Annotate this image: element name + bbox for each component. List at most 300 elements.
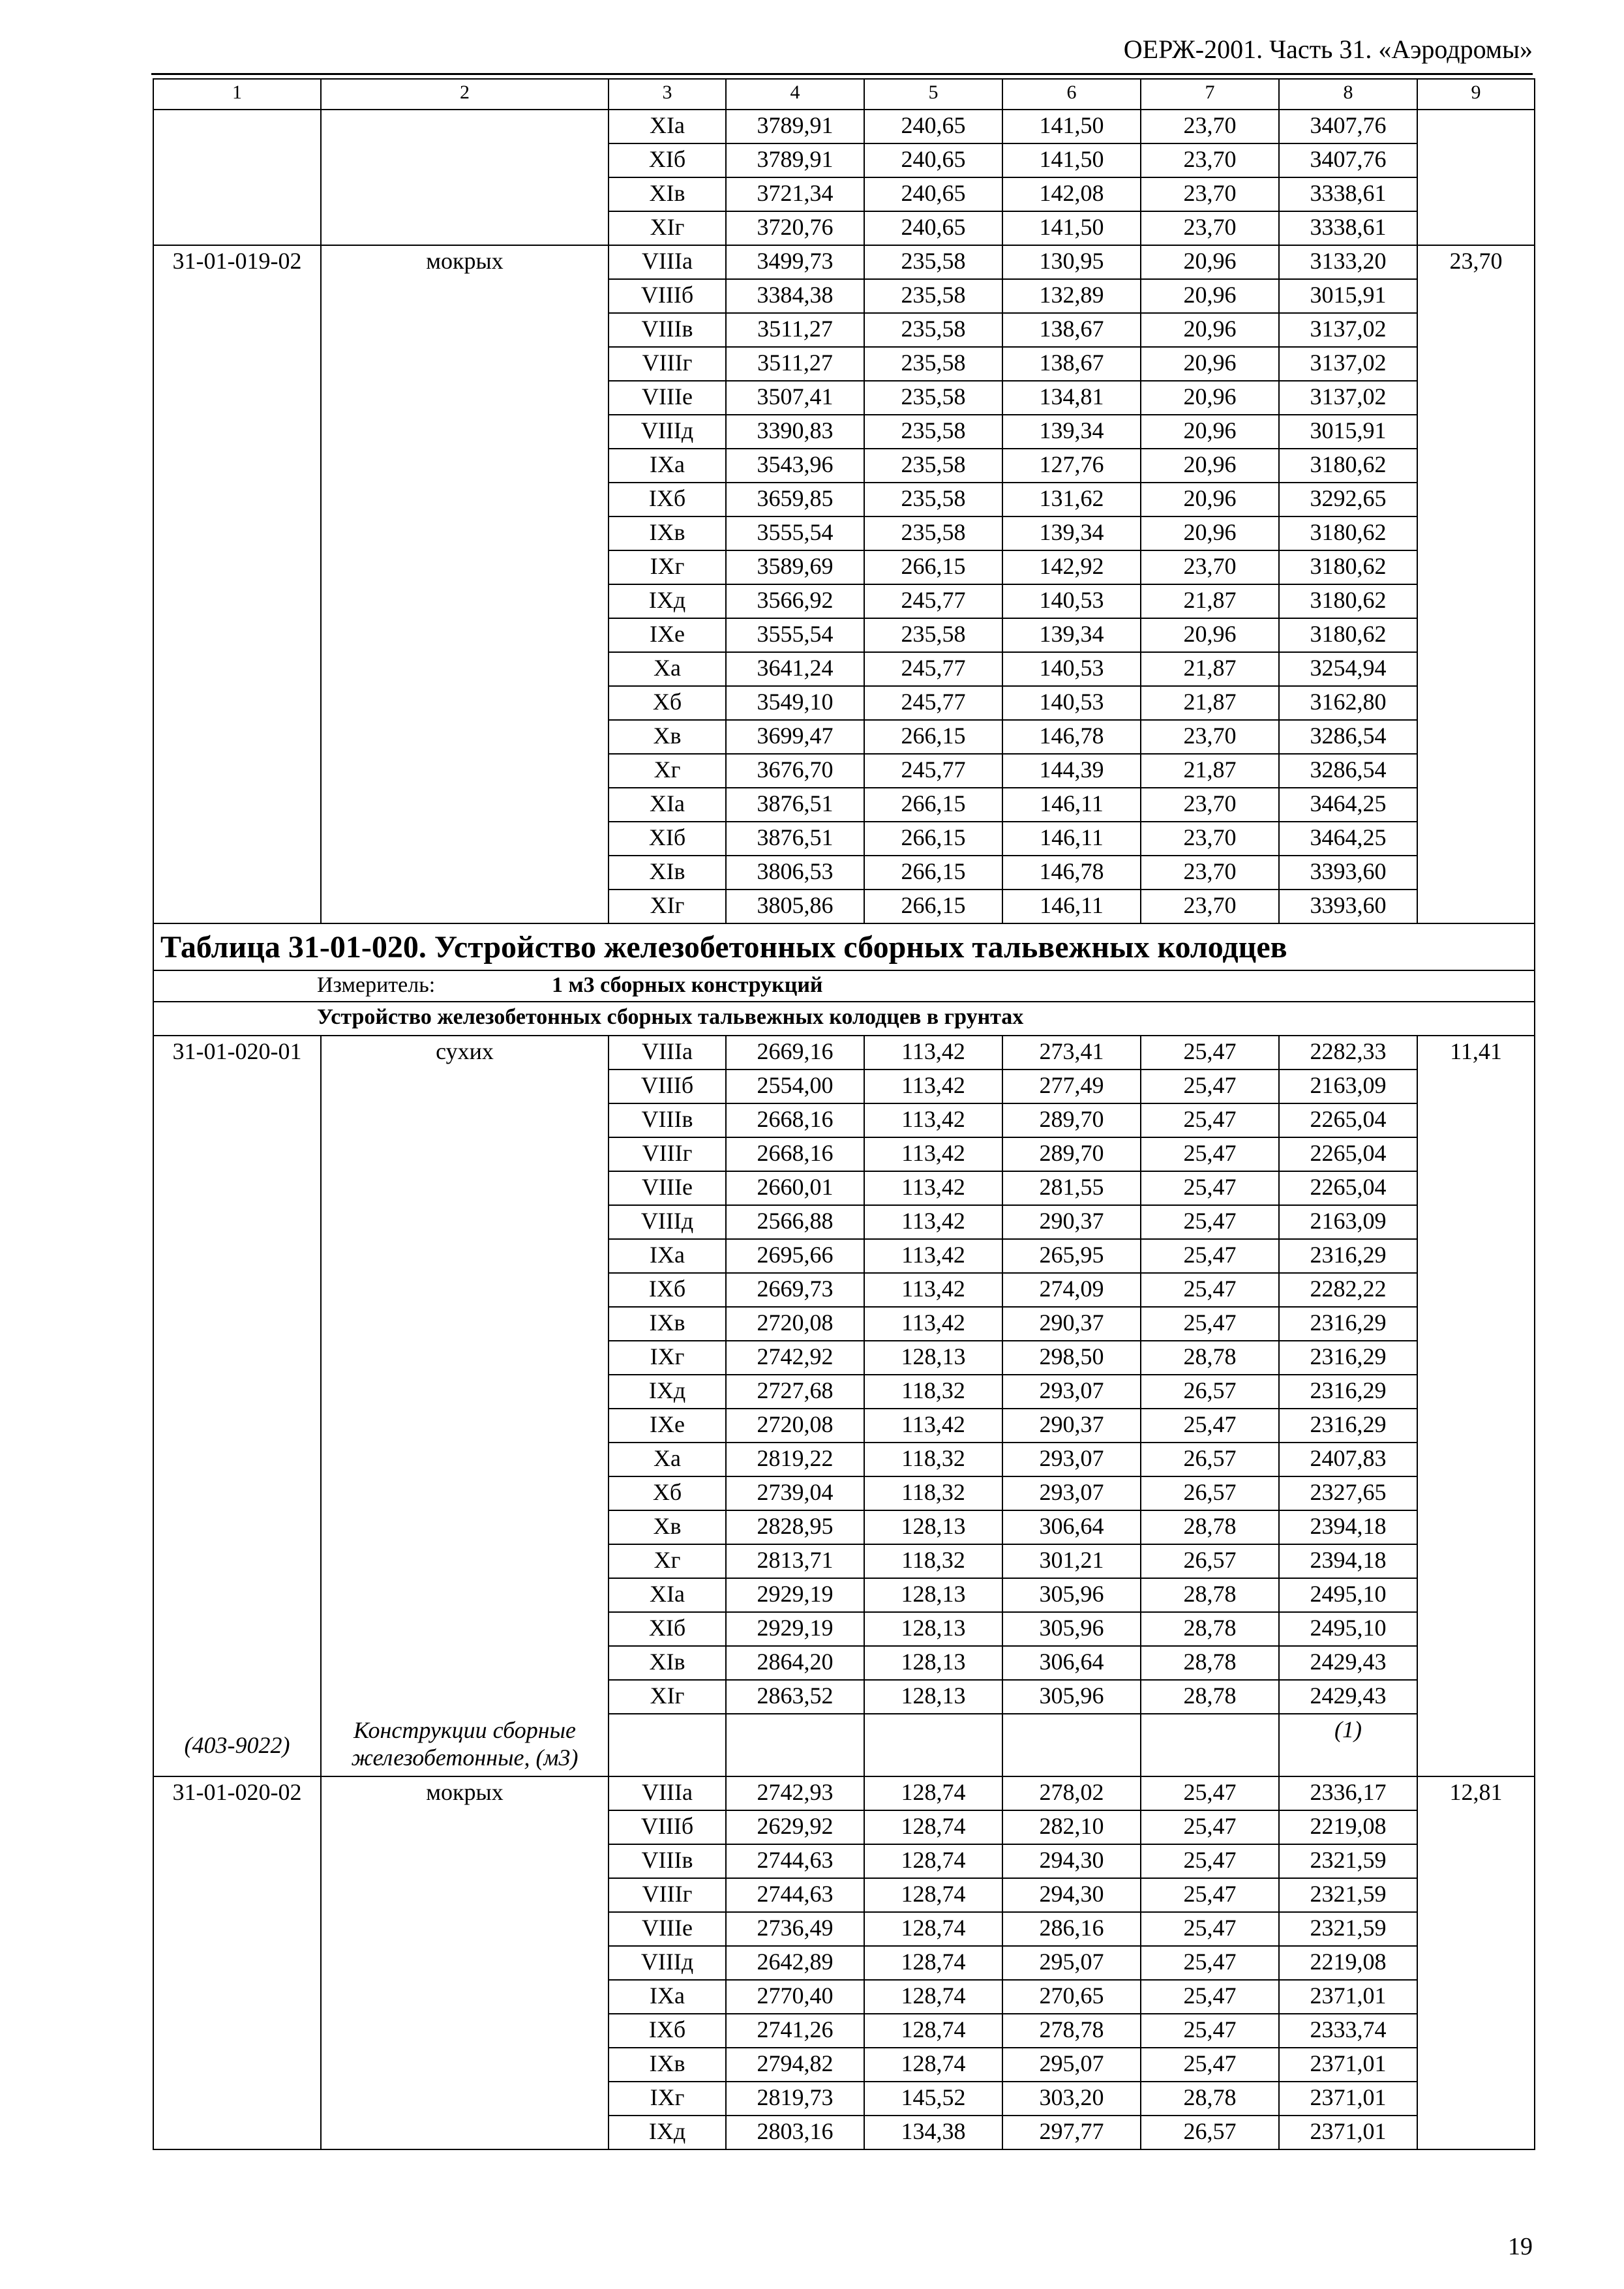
table-row <box>153 686 1535 720</box>
driver-wages-cell: 25,47 <box>1141 1171 1279 1205</box>
total-cost-cell: 2803,16 <box>726 2116 864 2149</box>
note-value: (1) <box>1279 1714 1417 1776</box>
wages-cell: 113,42 <box>864 1171 1002 1205</box>
labor-cost-cell <box>1417 449 1535 483</box>
subheading: Устройство железобетонных сборных тальвежных колодцев в грунтах <box>153 1002 1535 1036</box>
materials-cell: 2407,83 <box>1279 1443 1417 1476</box>
wages-cell: 113,42 <box>864 1036 1002 1070</box>
header-rule <box>151 73 1533 75</box>
materials-cell: 3180,62 <box>1279 618 1417 652</box>
wages-cell: 235,58 <box>864 279 1002 313</box>
table-row <box>153 890 1535 923</box>
machines-cell: 293,07 <box>1002 1443 1141 1476</box>
driver-wages-cell: 21,87 <box>1141 754 1279 788</box>
materials-cell: 3254,94 <box>1279 652 1417 686</box>
materials-cell: 2394,18 <box>1279 1544 1417 1578</box>
table-row <box>153 720 1535 754</box>
work-name <box>321 449 609 483</box>
labor-cost-cell <box>1417 143 1535 177</box>
materials-cell: 3015,91 <box>1279 279 1417 313</box>
soil-group-cell: VIIIб <box>609 279 726 313</box>
column-number-5: 5 <box>864 79 1002 110</box>
table-row <box>153 754 1535 788</box>
rate-code <box>153 822 321 856</box>
driver-wages-cell: 25,47 <box>1141 1239 1279 1273</box>
driver-wages-cell: 28,78 <box>1141 1612 1279 1646</box>
machines-cell: 146,11 <box>1002 822 1141 856</box>
work-name <box>321 279 609 313</box>
soil-group-cell: IXе <box>609 618 726 652</box>
labor-cost-cell <box>1417 1273 1535 1307</box>
work-name <box>321 211 609 245</box>
driver-wages-cell: 23,70 <box>1141 788 1279 822</box>
rate-code <box>153 516 321 550</box>
materials-cell: 2371,01 <box>1279 2082 1417 2116</box>
labor-cost-cell <box>1417 822 1535 856</box>
soil-group-cell: XIа <box>609 788 726 822</box>
column-number-4: 4 <box>726 79 864 110</box>
driver-wages-cell: 21,87 <box>1141 652 1279 686</box>
work-name <box>321 1844 609 1878</box>
driver-wages-cell: 23,70 <box>1141 211 1279 245</box>
total-cost-cell: 2929,19 <box>726 1578 864 1612</box>
table-row <box>153 1273 1535 1307</box>
machines-cell: 294,30 <box>1002 1878 1141 1912</box>
wages-cell: 118,32 <box>864 1476 1002 1510</box>
soil-group-cell: Xв <box>609 1510 726 1544</box>
table-row <box>153 1137 1535 1171</box>
table-row <box>153 2014 1535 2048</box>
soil-group-cell: Xа <box>609 652 726 686</box>
total-cost-cell: 2864,20 <box>726 1646 864 1680</box>
labor-cost-cell <box>1417 550 1535 584</box>
wages-cell: 266,15 <box>864 788 1002 822</box>
soil-group-cell: IXв <box>609 516 726 550</box>
driver-wages-cell: 28,78 <box>1141 1341 1279 1375</box>
work-name <box>321 652 609 686</box>
table-row <box>153 415 1535 449</box>
soil-group-cell: VIIIг <box>609 1878 726 1912</box>
table-row <box>153 1036 1535 1070</box>
rate-code <box>153 415 321 449</box>
machines-cell: 140,53 <box>1002 584 1141 618</box>
table-row <box>153 1171 1535 1205</box>
empty-cell <box>1002 1714 1141 1776</box>
soil-group-cell: IXб <box>609 1273 726 1307</box>
total-cost-cell: 2819,73 <box>726 2082 864 2116</box>
labor-cost-cell <box>1417 1341 1535 1375</box>
driver-wages-cell: 23,70 <box>1141 177 1279 211</box>
wages-cell: 128,13 <box>864 1646 1002 1680</box>
wages-cell: 235,58 <box>864 483 1002 516</box>
soil-group-cell: VIIIб <box>609 1810 726 1844</box>
machines-cell: 127,76 <box>1002 449 1141 483</box>
machines-cell: 293,07 <box>1002 1375 1141 1409</box>
soil-group-cell: VIIIг <box>609 1137 726 1171</box>
total-cost-cell: 3720,76 <box>726 211 864 245</box>
materials-cell: 2321,59 <box>1279 1912 1417 1946</box>
work-name <box>321 1544 609 1578</box>
wages-cell: 245,77 <box>864 754 1002 788</box>
wages-cell: 113,42 <box>864 1070 1002 1103</box>
table-row <box>153 143 1535 177</box>
rate-code: 31-01-020-02 <box>153 1776 321 1810</box>
labor-cost-cell <box>1417 381 1535 415</box>
soil-group-cell: IXа <box>609 449 726 483</box>
rate-code <box>153 550 321 584</box>
table-row <box>153 584 1535 618</box>
wages-cell: 240,65 <box>864 177 1002 211</box>
rate-code <box>153 1612 321 1646</box>
materials-cell: 2316,29 <box>1279 1239 1417 1273</box>
soil-group-cell: XIв <box>609 177 726 211</box>
total-cost-cell: 3566,92 <box>726 584 864 618</box>
materials-cell: 2495,10 <box>1279 1578 1417 1612</box>
wages-cell: 235,58 <box>864 449 1002 483</box>
rate-code <box>153 788 321 822</box>
materials-cell: 2282,33 <box>1279 1036 1417 1070</box>
wages-cell: 245,77 <box>864 686 1002 720</box>
labor-cost-cell <box>1417 1578 1535 1612</box>
work-name <box>321 110 609 143</box>
driver-wages-cell: 20,96 <box>1141 449 1279 483</box>
labor-cost-cell <box>1417 1810 1535 1844</box>
driver-wages-cell: 25,47 <box>1141 1137 1279 1171</box>
wages-cell: 118,32 <box>864 1443 1002 1476</box>
table-row <box>153 313 1535 347</box>
table-row <box>153 1912 1535 1946</box>
driver-wages-cell: 25,47 <box>1141 1946 1279 1980</box>
empty-cell <box>609 1714 726 1776</box>
rate-code <box>153 1273 321 1307</box>
wages-cell: 128,74 <box>864 1946 1002 1980</box>
machines-cell: 146,11 <box>1002 890 1141 923</box>
column-number-9: 9 <box>1417 79 1535 110</box>
soil-group-cell: IXб <box>609 2014 726 2048</box>
total-cost-cell: 2739,04 <box>726 1476 864 1510</box>
machines-cell: 139,34 <box>1002 618 1141 652</box>
total-cost-cell: 2554,00 <box>726 1070 864 1103</box>
column-number-8: 8 <box>1279 79 1417 110</box>
unit-value: 1 м3 сборных конструкций <box>552 973 823 997</box>
work-name <box>321 2014 609 2048</box>
machines-cell: 290,37 <box>1002 1307 1141 1341</box>
materials-cell: 3292,65 <box>1279 483 1417 516</box>
driver-wages-cell: 25,47 <box>1141 1036 1279 1070</box>
materials-cell: 3393,60 <box>1279 856 1417 890</box>
machines-cell: 273,41 <box>1002 1036 1141 1070</box>
rate-code: 31-01-020-01 <box>153 1036 321 1070</box>
materials-cell: 3180,62 <box>1279 550 1417 584</box>
machines-cell: 142,08 <box>1002 177 1141 211</box>
materials-cell: 2394,18 <box>1279 1510 1417 1544</box>
rate-code <box>153 1307 321 1341</box>
labor-cost-cell <box>1417 1646 1535 1680</box>
total-cost-cell: 2813,71 <box>726 1544 864 1578</box>
driver-wages-cell: 23,70 <box>1141 856 1279 890</box>
rate-code <box>153 1205 321 1239</box>
soil-group-cell: VIIIд <box>609 1205 726 1239</box>
rate-code <box>153 177 321 211</box>
total-cost-cell: 3876,51 <box>726 788 864 822</box>
soil-group-cell: VIIIа <box>609 1776 726 1810</box>
rate-code <box>153 686 321 720</box>
wages-cell: 128,13 <box>864 1612 1002 1646</box>
work-name <box>321 1409 609 1443</box>
column-number-1: 1 <box>153 79 321 110</box>
work-name <box>321 483 609 516</box>
labor-cost-cell <box>1417 2082 1535 2116</box>
soil-group-cell: IXв <box>609 2048 726 2082</box>
table-row <box>153 1443 1535 1476</box>
driver-wages-cell: 28,78 <box>1141 2082 1279 2116</box>
work-name <box>321 1680 609 1714</box>
driver-wages-cell: 25,47 <box>1141 1205 1279 1239</box>
machines-cell: 286,16 <box>1002 1912 1141 1946</box>
table-row <box>153 550 1535 584</box>
total-cost-cell: 3555,54 <box>726 516 864 550</box>
table-row <box>153 110 1535 143</box>
total-cost-cell: 2770,40 <box>726 1980 864 2014</box>
rate-code <box>153 1980 321 2014</box>
labor-cost-cell <box>1417 1946 1535 1980</box>
machines-cell: 274,09 <box>1002 1273 1141 1307</box>
wages-cell: 113,42 <box>864 1307 1002 1341</box>
rate-code <box>153 1544 321 1578</box>
soil-group-cell: VIIIе <box>609 381 726 415</box>
column-number-6: 6 <box>1002 79 1141 110</box>
driver-wages-cell: 26,57 <box>1141 1443 1279 1476</box>
machines-cell: 140,53 <box>1002 686 1141 720</box>
labor-cost-cell <box>1417 1307 1535 1341</box>
work-name <box>321 143 609 177</box>
table-row <box>153 2048 1535 2082</box>
table-row <box>153 1510 1535 1544</box>
wages-cell: 235,58 <box>864 245 1002 279</box>
machines-cell: 306,64 <box>1002 1510 1141 1544</box>
total-cost-cell: 3805,86 <box>726 890 864 923</box>
materials-cell: 3464,25 <box>1279 822 1417 856</box>
materials-cell: 3286,54 <box>1279 720 1417 754</box>
wages-cell: 128,74 <box>864 1810 1002 1844</box>
driver-wages-cell: 20,96 <box>1141 618 1279 652</box>
rate-code <box>153 890 321 923</box>
machines-cell: 146,11 <box>1002 788 1141 822</box>
machines-cell: 131,62 <box>1002 483 1141 516</box>
materials-cell: 2316,29 <box>1279 1375 1417 1409</box>
work-name <box>321 1239 609 1273</box>
soil-group-cell: VIIIа <box>609 245 726 279</box>
machines-cell: 144,39 <box>1002 754 1141 788</box>
machines-cell: 297,77 <box>1002 2116 1141 2149</box>
wages-cell: 128,13 <box>864 1680 1002 1714</box>
table-row <box>153 1980 1535 2014</box>
machines-cell: 282,10 <box>1002 1810 1141 1844</box>
soil-group-cell: VIIIа <box>609 1036 726 1070</box>
work-name <box>321 1476 609 1510</box>
machines-cell: 141,50 <box>1002 110 1141 143</box>
soil-group-cell: XIв <box>609 1646 726 1680</box>
machines-cell: 305,96 <box>1002 1612 1141 1646</box>
wages-cell: 113,42 <box>864 1273 1002 1307</box>
materials-cell: 2163,09 <box>1279 1070 1417 1103</box>
soil-group-cell: VIIIб <box>609 1070 726 1103</box>
total-cost-cell: 3549,10 <box>726 686 864 720</box>
empty-cell <box>864 1714 1002 1776</box>
driver-wages-cell: 25,47 <box>1141 1409 1279 1443</box>
work-name: мокрых <box>321 1776 609 1810</box>
total-cost-cell: 2566,88 <box>726 1205 864 1239</box>
total-cost-cell: 2642,89 <box>726 1946 864 1980</box>
wages-cell: 240,65 <box>864 110 1002 143</box>
work-name: мокрых <box>321 245 609 279</box>
table-row <box>153 1878 1535 1912</box>
driver-wages-cell: 20,96 <box>1141 245 1279 279</box>
driver-wages-cell: 20,96 <box>1141 516 1279 550</box>
total-cost-cell: 2794,82 <box>726 2048 864 2082</box>
table-row <box>153 1375 1535 1409</box>
soil-group-cell: VIIIв <box>609 313 726 347</box>
materials-cell: 2336,17 <box>1279 1776 1417 1810</box>
materials-cell: 3338,61 <box>1279 211 1417 245</box>
labor-cost-cell <box>1417 1612 1535 1646</box>
materials-cell: 2316,29 <box>1279 1341 1417 1375</box>
materials-cell: 2333,74 <box>1279 2014 1417 2048</box>
driver-wages-cell: 23,70 <box>1141 143 1279 177</box>
machines-cell: 281,55 <box>1002 1171 1141 1205</box>
work-name <box>321 1375 609 1409</box>
note-name: Конструкции сборные железобетонные, (м3) <box>321 1714 609 1776</box>
driver-wages-cell: 26,57 <box>1141 1476 1279 1510</box>
materials-cell: 2321,59 <box>1279 1878 1417 1912</box>
machines-cell: 305,96 <box>1002 1680 1141 1714</box>
rate-code <box>153 211 321 245</box>
machines-cell: 303,20 <box>1002 2082 1141 2116</box>
table-row <box>153 347 1535 381</box>
wages-cell: 245,77 <box>864 584 1002 618</box>
table-row <box>153 1070 1535 1103</box>
rate-code <box>153 2014 321 2048</box>
rate-code <box>153 1409 321 1443</box>
machines-cell: 277,49 <box>1002 1070 1141 1103</box>
labor-cost-cell <box>1417 483 1535 516</box>
table-row <box>153 1239 1535 1273</box>
rate-code <box>153 1946 321 1980</box>
soil-group-cell: IXд <box>609 584 726 618</box>
total-cost-cell: 2744,63 <box>726 1844 864 1878</box>
materials-cell: 2321,59 <box>1279 1844 1417 1878</box>
soil-group-cell: XIа <box>609 1578 726 1612</box>
total-cost-cell: 2744,63 <box>726 1878 864 1912</box>
materials-cell: 2265,04 <box>1279 1171 1417 1205</box>
work-name <box>321 788 609 822</box>
work-name <box>321 1205 609 1239</box>
labor-cost-cell <box>1417 1239 1535 1273</box>
wages-cell: 128,74 <box>864 1878 1002 1912</box>
work-name <box>321 1912 609 1946</box>
work-name <box>321 177 609 211</box>
rate-code <box>153 1680 321 1714</box>
work-name <box>321 584 609 618</box>
rate-code <box>153 143 321 177</box>
labor-cost-cell <box>1417 1878 1535 1912</box>
soil-group-cell: IXа <box>609 1980 726 2014</box>
machines-cell: 278,02 <box>1002 1776 1141 1810</box>
machines-cell: 305,96 <box>1002 1578 1141 1612</box>
total-cost-cell: 3507,41 <box>726 381 864 415</box>
driver-wages-cell: 25,47 <box>1141 1912 1279 1946</box>
soil-group-cell: XIв <box>609 856 726 890</box>
machines-cell: 138,67 <box>1002 313 1141 347</box>
total-cost-cell: 2819,22 <box>726 1443 864 1476</box>
total-cost-cell: 2863,52 <box>726 1680 864 1714</box>
materials-cell: 3407,76 <box>1279 143 1417 177</box>
unit-label: Измеритель: <box>317 973 436 997</box>
table-row <box>153 245 1535 279</box>
rate-code <box>153 720 321 754</box>
soil-group-cell: XIб <box>609 822 726 856</box>
wages-cell: 118,32 <box>864 1544 1002 1578</box>
work-name <box>321 415 609 449</box>
materials-cell: 3137,02 <box>1279 381 1417 415</box>
labor-cost-cell <box>1417 890 1535 923</box>
soil-group-cell: XIг <box>609 1680 726 1714</box>
wages-cell: 240,65 <box>864 143 1002 177</box>
total-cost-cell: 2742,92 <box>726 1341 864 1375</box>
rate-code <box>153 1878 321 1912</box>
wages-cell: 128,74 <box>864 2014 1002 2048</box>
soil-group-cell: IXе <box>609 1409 726 1443</box>
table-row <box>153 856 1535 890</box>
rate-code <box>153 279 321 313</box>
wages-cell: 128,74 <box>864 1980 1002 2014</box>
empty-cell <box>1141 1714 1279 1776</box>
rate-code: 31-01-019-02 <box>153 245 321 279</box>
work-name <box>321 1443 609 1476</box>
driver-wages-cell: 23,70 <box>1141 822 1279 856</box>
soil-group-cell: VIIIе <box>609 1912 726 1946</box>
total-cost-cell: 3659,85 <box>726 483 864 516</box>
labor-cost-cell <box>1417 584 1535 618</box>
rate-code <box>153 110 321 143</box>
rate-code <box>153 754 321 788</box>
driver-wages-cell: 28,78 <box>1141 1680 1279 1714</box>
driver-wages-cell: 25,47 <box>1141 1810 1279 1844</box>
labor-cost-cell <box>1417 1205 1535 1239</box>
table-row <box>153 1341 1535 1375</box>
machines-cell: 141,50 <box>1002 211 1141 245</box>
table-row <box>153 618 1535 652</box>
rate-code <box>153 1510 321 1544</box>
column-number-2: 2 <box>321 79 609 110</box>
materials-cell: 3162,80 <box>1279 686 1417 720</box>
wages-cell: 118,32 <box>864 1375 1002 1409</box>
wages-cell: 128,74 <box>864 1776 1002 1810</box>
labor-cost-cell <box>1417 415 1535 449</box>
machines-cell: 290,37 <box>1002 1205 1141 1239</box>
work-name <box>321 822 609 856</box>
soil-group-cell: XIб <box>609 143 726 177</box>
total-cost-cell: 2742,93 <box>726 1776 864 1810</box>
wages-cell: 113,42 <box>864 1239 1002 1273</box>
table-row <box>153 483 1535 516</box>
table-row <box>153 1810 1535 1844</box>
machines-cell: 301,21 <box>1002 1544 1141 1578</box>
driver-wages-cell: 20,96 <box>1141 381 1279 415</box>
wages-cell: 145,52 <box>864 2082 1002 2116</box>
driver-wages-cell: 20,96 <box>1141 313 1279 347</box>
total-cost-cell: 3721,34 <box>726 177 864 211</box>
